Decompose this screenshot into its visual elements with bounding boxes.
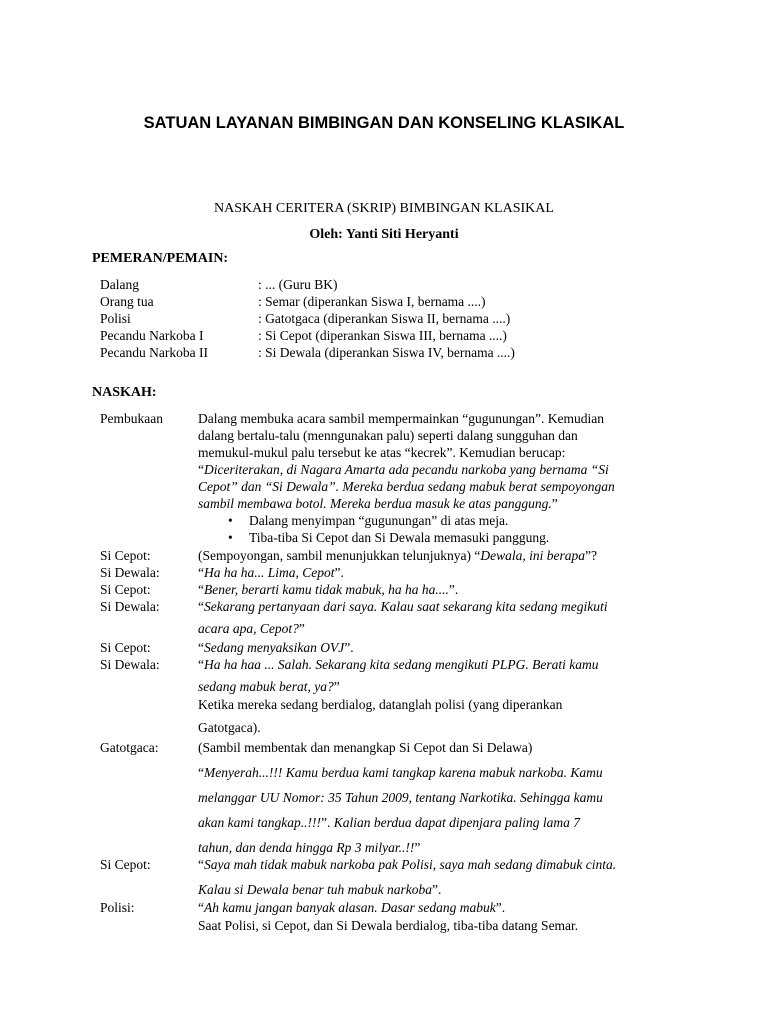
bullet-item: Dalang menyimpan “gugunungan” di atas meja. — [249, 513, 509, 528]
cast-name: Dalang — [100, 277, 139, 292]
bullet-icon: • — [228, 513, 233, 528]
narration-line: Dalang membuka acara sambil mempermainkan “gugunungan”. Kemudian — [198, 411, 604, 426]
quote-line: Cepot” dan “Si Dewala”. Mereka berdua sedang mabuk berat sempoyongan — [198, 479, 615, 494]
cast-name: Orang tua — [100, 294, 154, 309]
document-subtitle: NASKAH CERITERA (SKRIP) BIMBINGAN KLASIKAL — [214, 201, 554, 216]
dialog-line: acara apa, Cepot?” — [198, 621, 305, 636]
dialog-line: sedang mabuk berat, ya?” — [198, 679, 340, 694]
speaker-label: Si Cepot: — [100, 640, 151, 655]
dialog-line: “Ha ha ha... Lima, Cepot”. — [198, 565, 344, 580]
dialog-line: “Sedang menyaksikan OVJ”. — [198, 640, 354, 655]
bullet-icon: • — [228, 530, 233, 545]
cast-role: : Si Dewala (diperankan Siswa IV, bernama ....) — [258, 345, 515, 360]
narration-line: Ketika mereka sedang berdialog, datanglah polisi (yang diperankan — [198, 697, 563, 712]
narration-line: dalang bertalu-talu (menngunakan palu) seperti dalang sungguhan dan — [198, 428, 578, 443]
cast-role: : ... (Guru BK) — [258, 277, 338, 292]
dialog-line: “Menyerah...!!! Kamu berdua kami tangkap karena mabuk narkoba. Kamu — [198, 765, 603, 780]
document-title: SATUAN LAYANAN BIMBINGAN DAN KONSELING KLASIKAL — [143, 114, 625, 132]
speaker-label: Si Dewala: — [100, 599, 160, 614]
dialog-line: “Ah kamu jangan banyak alasan. Dasar sedang mabuk”. — [198, 900, 506, 915]
cast-heading: PEMERAN/PEMAIN: — [92, 251, 229, 266]
dialog-line: “Sekarang pertanyaan dari saya. Kalau saat sekarang kita sedang megikuti — [198, 599, 608, 614]
dialog-line: “Saya mah tidak mabuk narkoba pak Polisi, saya mah sedang dimabuk cinta. — [198, 857, 617, 872]
quote-line: sambil membawa botol. Mereka berdua masuk ke atas panggung.” — [198, 496, 558, 511]
script-heading: NASKAH: — [92, 385, 157, 400]
document-author: Oleh: Yanti Siti Heryanti — [309, 227, 459, 242]
quote-line: “Diceriterakan, di Nagara Amarta ada pecandu narkoba yang bernama “Si — [198, 462, 609, 477]
narration-line: Gatotgaca). — [198, 720, 261, 735]
bullet-item: Tiba-tiba Si Cepot dan Si Dewala memasuki panggung. — [249, 530, 550, 545]
speaker-label: Si Cepot: — [100, 582, 151, 597]
narration-line: Saat Polisi, si Cepot, dan Si Dewala berdialog, tiba-tiba datang Semar. — [198, 918, 579, 933]
cast-role: : Si Cepot (diperankan Siswa III, bernama ....) — [258, 328, 507, 343]
dialog-line: (Sambil membentak dan menangkap Si Cepot dan Si Delawa) — [198, 740, 533, 755]
dialog-line: Kalau si Dewala benar tuh mabuk narkoba”. — [198, 882, 442, 897]
speaker-label: Si Cepot: — [100, 548, 151, 563]
dialog-line: (Sempoyongan, sambil menunjukkan telunjuknya) “Dewala, ini berapa”? — [198, 548, 597, 563]
dialog-line: akan kami tangkap..!!!”. Kalian berdua dapat dipenjara paling lama 7 — [198, 815, 580, 830]
cast-role: : Semar (diperankan Siswa I, bernama ....) — [258, 294, 486, 309]
speaker-label: Si Dewala: — [100, 565, 160, 580]
dialog-line: “Ha ha haa ... Salah. Sekarang kita sedang mengikuti PLPG. Berati kamu — [198, 657, 599, 672]
speaker-label: Polisi: — [100, 900, 135, 915]
dialog-line: “Bener, berarti kamu tidak mabuk, ha ha ha....”. — [198, 582, 459, 597]
cast-role: : Gatotgaca (diperankan Siswa II, bernama ....) — [258, 311, 511, 326]
cast-name: Polisi — [100, 311, 131, 326]
cast-name: Pecandu Narkoba II — [100, 345, 208, 360]
dialog-line: tahun, dan denda hingga Rp 3 milyar..!!” — [198, 840, 421, 855]
cast-name: Pecandu Narkoba I — [100, 328, 204, 343]
speaker-label: Gatotgaca: — [100, 740, 159, 755]
speaker-label: Si Cepot: — [100, 857, 151, 872]
dialog-line: melanggar UU Nomor: 35 Tahun 2009, tentang Narkotika. Sehingga kamu — [198, 790, 603, 805]
speaker-label: Si Dewala: — [100, 657, 160, 672]
narration-line: memukul-mukul palu tersebut ke atas “kecrek”. Kemudian berucap: — [198, 445, 566, 460]
speaker-label: Pembukaan — [100, 411, 163, 426]
